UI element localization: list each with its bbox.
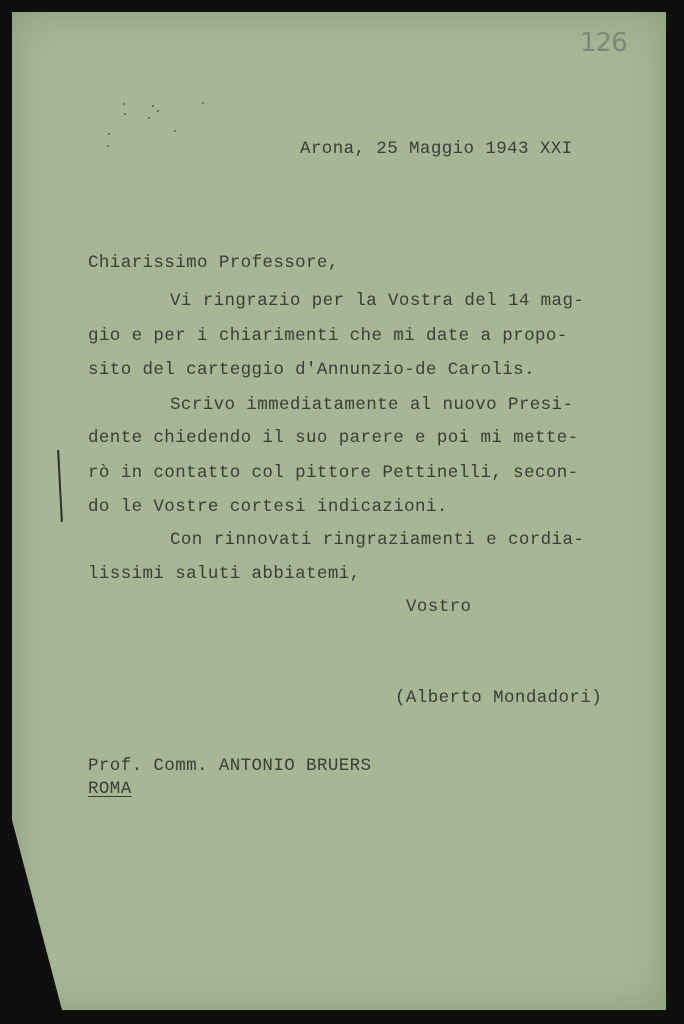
body-line: lissimi saluti abbiatemi,	[88, 564, 361, 584]
dateline: Arona, 25 Maggio 1943 XXI	[300, 139, 573, 159]
body-line: Scrivo immediatamente al nuovo Presi-	[170, 395, 574, 415]
body-line: do le Vostre cortesi indicazioni.	[88, 497, 448, 517]
body-line: Vi ringrazio per la Vostra del 14 mag-	[170, 291, 585, 311]
salutation: Chiarissimo Professore,	[88, 253, 339, 273]
body-line: Con rinnovati ringraziamenti e cordia-	[170, 530, 585, 550]
closing: Vostro	[406, 597, 472, 617]
body-line: dente chiedendo il suo parere e poi mi mette-	[88, 428, 579, 448]
body-line: rò in contatto col pittore Pettinelli, secon-	[88, 463, 579, 483]
body-line: sito del carteggio d'Annunzio-de Carolis.	[88, 360, 535, 380]
body-line: gio e per i chiarimenti che mi date a propo-	[88, 326, 568, 346]
archive-number: 126	[580, 28, 627, 58]
recipient-name: Prof. Comm. ANTONIO BRUERS	[88, 756, 372, 776]
signature: (Alberto Mondadori)	[395, 688, 603, 708]
recipient-city: ROMA	[88, 779, 132, 799]
paper-torn-corner	[12, 820, 62, 1010]
